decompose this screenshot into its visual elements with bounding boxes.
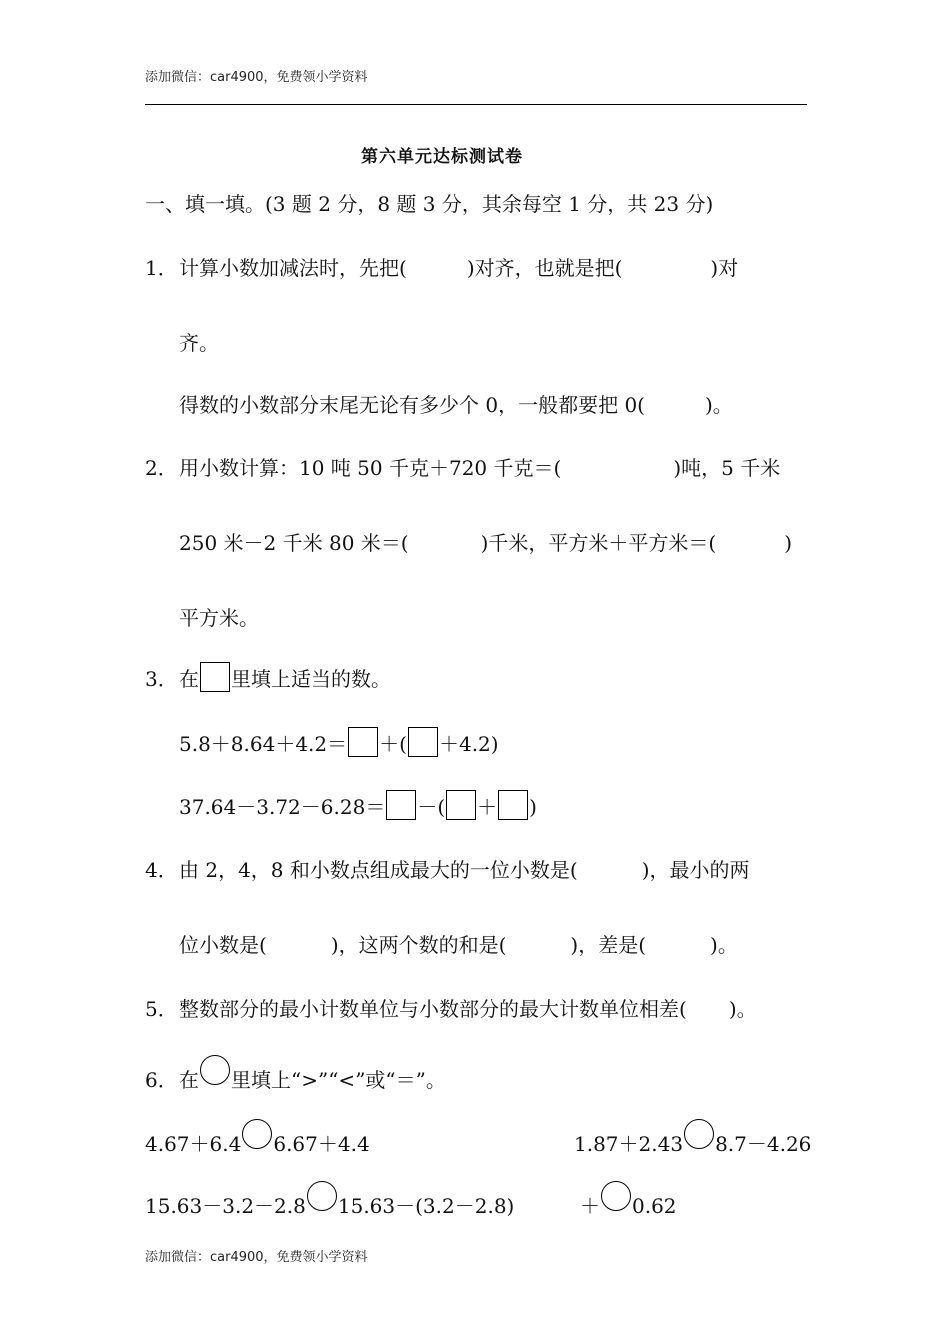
q6-c2-right: 8.7－4.26 bbox=[715, 1132, 812, 1156]
q6-c1-right: 6.67＋4.4 bbox=[273, 1132, 370, 1156]
q3-expression-2 bbox=[179, 790, 537, 820]
answer-box[interactable] bbox=[408, 727, 438, 757]
question-2-number: 2． bbox=[145, 456, 178, 480]
q6-compare-4 bbox=[580, 1181, 677, 1219]
q1-text-b: )对齐，也就是把( bbox=[466, 256, 623, 280]
question-4-line-2 bbox=[179, 929, 738, 958]
q6-c3-right: 15.63－(3.2－2.8) bbox=[337, 1194, 515, 1218]
answer-circle-sample bbox=[200, 1055, 230, 1085]
answer-circle[interactable] bbox=[242, 1119, 272, 1149]
q5-text-b: )。 bbox=[728, 997, 757, 1021]
q4-text-d: )，这两个数的和是( bbox=[330, 933, 507, 957]
question-6-number: 6． bbox=[145, 1068, 178, 1092]
question-3-number: 3． bbox=[145, 667, 178, 691]
q6-c1-left: 4.67＋6.4 bbox=[145, 1132, 242, 1156]
q6-compare-1 bbox=[145, 1119, 370, 1157]
page-title: 第六单元达标测试卷 bbox=[361, 147, 523, 167]
answer-circle[interactable] bbox=[307, 1181, 337, 1211]
q6-text-b: 里填上“>”“<”或“＝”。 bbox=[231, 1068, 446, 1092]
answer-box[interactable] bbox=[386, 790, 416, 820]
q3-text-a: 在 bbox=[179, 667, 199, 691]
q3-e2-b: －( bbox=[417, 795, 446, 819]
q2-text-e: ) bbox=[784, 531, 793, 555]
answer-box-sample bbox=[200, 662, 230, 692]
q2-text-d: )千米，平方米＋平方米＝( bbox=[480, 531, 717, 555]
q1-line-2: 齐。 bbox=[179, 331, 219, 355]
q1-text-a: 计算小数加减法时，先把( bbox=[179, 256, 407, 280]
q4-text-c: 位小数是( bbox=[179, 933, 267, 957]
answer-box[interactable] bbox=[498, 790, 528, 820]
answer-box[interactable] bbox=[446, 790, 476, 820]
header-rule bbox=[145, 104, 807, 105]
question-2-line-1 bbox=[145, 452, 780, 481]
question-1-line-1 bbox=[145, 252, 738, 281]
q4-text-e: )，差是( bbox=[570, 933, 647, 957]
q3-e2-d: ) bbox=[529, 795, 537, 819]
question-4-line-1 bbox=[145, 854, 750, 883]
q4-text-a: 由 2，4，8 和小数点组成最大的一位小数是( bbox=[179, 858, 578, 882]
q4-text-f: )。 bbox=[710, 933, 738, 957]
q2-line-3: 平方米。 bbox=[179, 606, 259, 630]
page-footer: 添加微信：car4900，免费领小学资料 bbox=[145, 1250, 368, 1265]
q6-c3-left: 15.63－3.2－2.8 bbox=[145, 1194, 306, 1218]
q2-text-a: 用小数计算：10 吨 50 千克＋720 千克＝( bbox=[179, 456, 562, 480]
q6-c4-right: 0.62 bbox=[632, 1194, 677, 1218]
q6-compare-2 bbox=[574, 1119, 811, 1157]
answer-box[interactable] bbox=[348, 727, 378, 757]
q3-e2-a: 37.64－3.72－6.28＝ bbox=[179, 795, 386, 819]
q3-e1-c: ＋4.2) bbox=[438, 732, 499, 756]
q6-compare-3 bbox=[145, 1181, 514, 1219]
answer-circle[interactable] bbox=[684, 1119, 714, 1149]
question-4-number: 4． bbox=[145, 858, 178, 882]
q6-text-a: 在 bbox=[179, 1068, 199, 1092]
page-header: 添加微信：car4900，免费领小学资料 bbox=[145, 70, 368, 85]
answer-circle[interactable] bbox=[601, 1181, 631, 1211]
q3-expression-1 bbox=[179, 727, 499, 757]
q6-c2-left: 1.87＋2.43 bbox=[574, 1132, 684, 1156]
question-6-line-1 bbox=[145, 1055, 446, 1093]
q2-text-c: 250 米－2 千米 80 米＝( bbox=[179, 531, 409, 555]
q1-text-c: )对 bbox=[710, 256, 739, 280]
q3-text-b: 里填上适当的数。 bbox=[231, 667, 391, 691]
q3-e1-b: ＋( bbox=[379, 732, 407, 756]
question-5-number: 5． bbox=[145, 997, 178, 1021]
question-1-number: 1． bbox=[145, 256, 178, 280]
q1-line3-b: )。 bbox=[704, 393, 733, 417]
question-5 bbox=[145, 993, 757, 1022]
q6-c4-left: ＋ bbox=[580, 1194, 600, 1218]
q5-text-a: 整数部分的最小计数单位与小数部分的最大计数单位相差( bbox=[179, 997, 687, 1021]
q3-e1-a: 5.8＋8.64＋4.2＝ bbox=[179, 732, 348, 756]
q3-e2-c: ＋ bbox=[477, 795, 498, 819]
section-heading: 一、填一填。(3 题 2 分，8 题 3 分，其余每空 1 分，共 23 分) bbox=[145, 192, 714, 216]
q1-line3-a: 得数的小数部分末尾无论有多少个 0，一般都要把 0( bbox=[179, 393, 645, 417]
question-3-line-1 bbox=[145, 662, 391, 692]
question-2-line-2 bbox=[179, 527, 792, 556]
question-1-line-3 bbox=[179, 389, 733, 418]
q4-text-b: )，最小的两 bbox=[641, 858, 750, 882]
q2-text-b: )吨，5 千米 bbox=[673, 456, 781, 480]
